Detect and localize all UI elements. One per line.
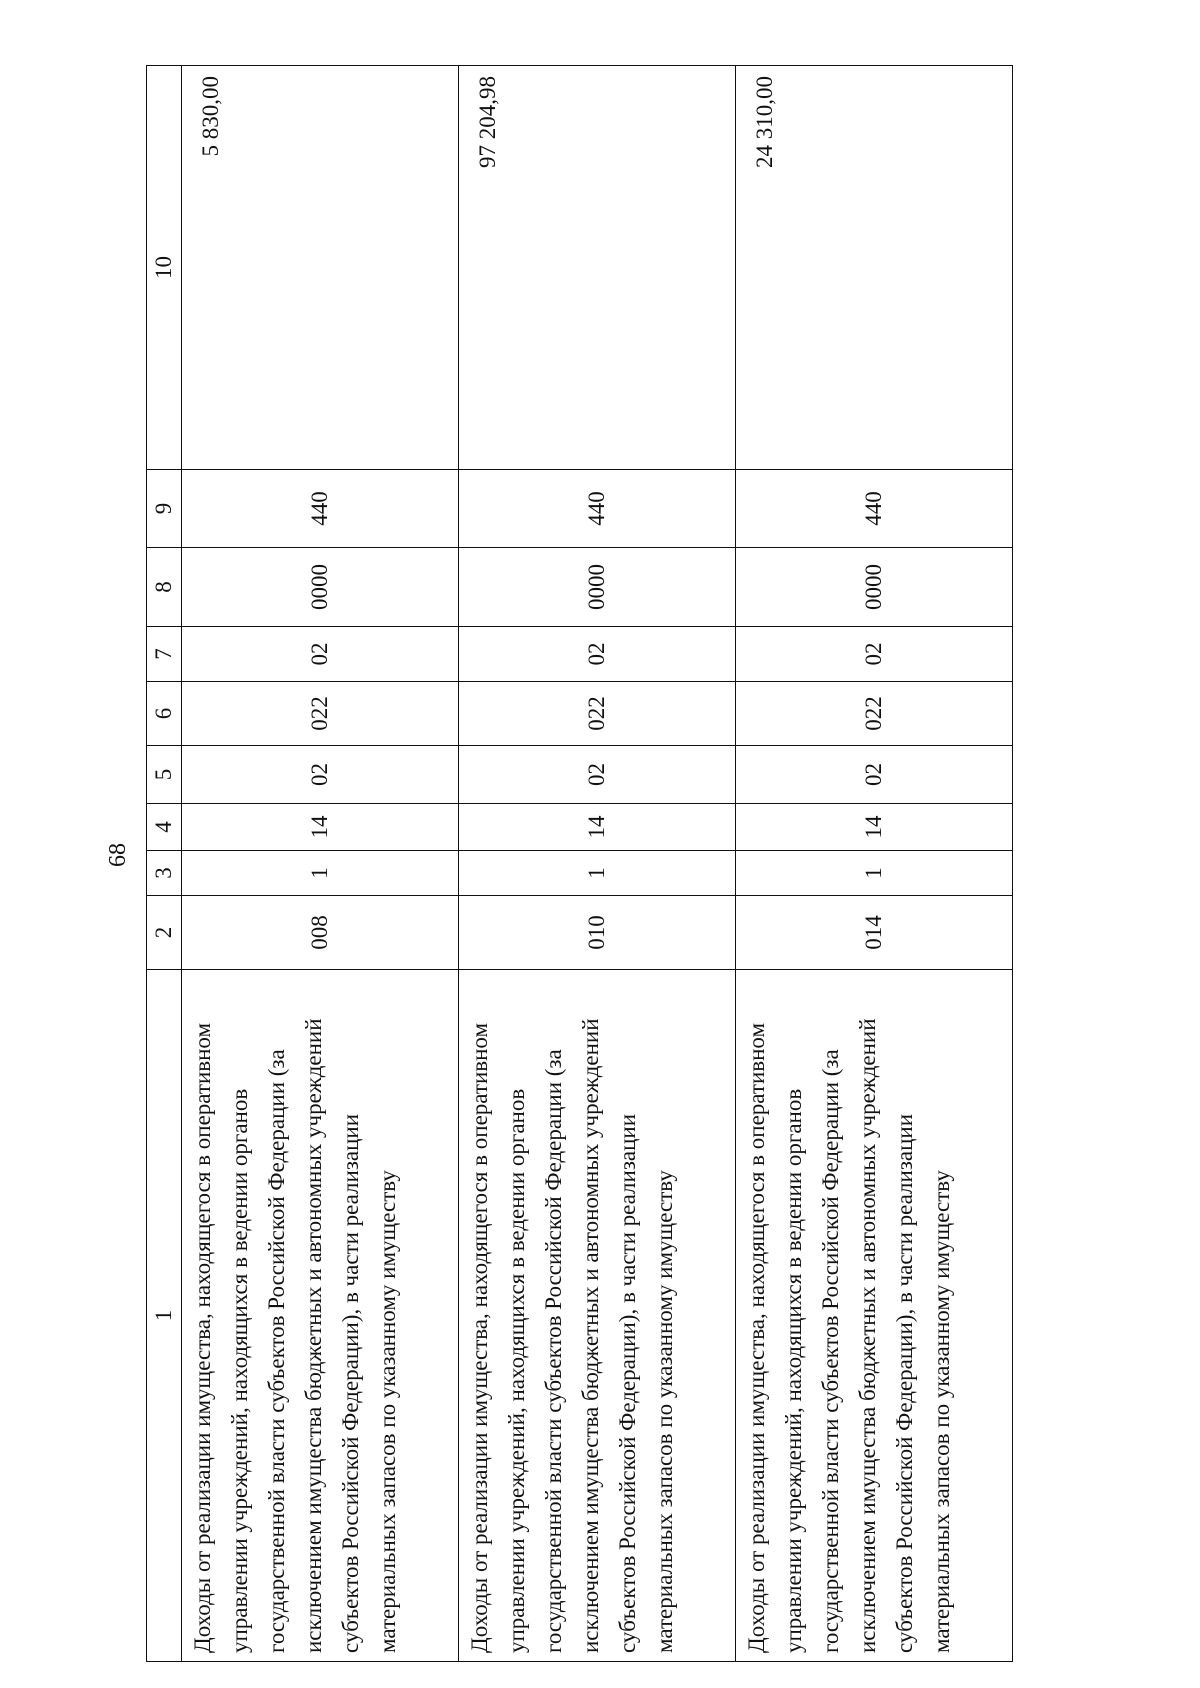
cell-col-7: 02	[459, 627, 736, 682]
cell-col-8: 0000	[182, 548, 459, 627]
cell-col-8: 0000	[736, 548, 1013, 627]
header-col-9: 9	[147, 470, 182, 548]
header-col-8: 8	[147, 548, 182, 627]
cell-col-7: 02	[736, 627, 1013, 682]
cell-col-9: 440	[459, 470, 736, 548]
table-row	[459, 66, 736, 1662]
row-description: Доходы от реализации имущества, находящегося в оперативном управлении учреждений, находящихся в ведении органов государственной власти субъектов Российской Федерации (за исключением имущества бюджетных и автономных учреждений субъектов Российской Федерации), в части реализации материальных запасов по указанному имуществу	[736, 970, 1013, 1662]
page-number: 68	[105, 843, 131, 867]
cell-col-4: 14	[182, 804, 459, 851]
cell-col-3: 1	[459, 851, 736, 896]
header-col-7: 7	[147, 627, 182, 682]
revenue-table	[146, 65, 1013, 1662]
cell-col-9: 440	[736, 470, 1013, 548]
header-col-6: 6	[147, 682, 182, 746]
cell-col-4: 14	[459, 804, 736, 851]
cell-col-2: 008	[182, 896, 459, 970]
cell-col-5: 02	[182, 746, 459, 804]
header-col-4: 4	[147, 804, 182, 851]
row-description: Доходы от реализации имущества, находящегося в оперативном управлении учреждений, находящихся в ведении органов государственной власти субъектов Российской Федерации (за исключением имущества бюджетных и автономных учреждений субъектов Российской Федерации), в части реализации материальных запасов по указанному имуществу	[459, 970, 736, 1662]
header-col-5: 5	[147, 746, 182, 804]
cell-col-2: 014	[736, 896, 1013, 970]
header-col-2: 2	[147, 896, 182, 970]
cell-col-5: 02	[459, 746, 736, 804]
cell-col-9: 440	[182, 470, 459, 548]
cell-col-6: 022	[182, 682, 459, 746]
row-description: Доходы от реализации имущества, находящегося в оперативном управлении учреждений, находящихся в ведении органов государственной власти субъектов Российской Федерации (за исключением имущества бюджетных и автономных учреждений субъектов Российской Федерации), в части реализации материальных запасов по указанному имуществу	[182, 970, 459, 1662]
cell-col-6: 022	[736, 682, 1013, 746]
cell-col-5: 02	[736, 746, 1013, 804]
cell-col-3: 1	[182, 851, 459, 896]
header-col-10: 10	[147, 66, 182, 470]
cell-col-6: 022	[459, 682, 736, 746]
revenue-table-container	[146, 66, 964, 1662]
cell-col-7: 02	[182, 627, 459, 682]
cell-col-3: 1	[736, 851, 1013, 896]
cell-col-2: 010	[459, 896, 736, 970]
header-row	[147, 66, 182, 1662]
row-amount: 24 310,00	[736, 66, 1013, 470]
row-amount: 5 830,00	[182, 66, 459, 470]
table-row	[736, 66, 1013, 1662]
header-col-3: 3	[147, 851, 182, 896]
cell-col-4: 14	[736, 804, 1013, 851]
row-amount: 97 204,98	[459, 66, 736, 470]
cell-col-8: 0000	[459, 548, 736, 627]
header-col-1: 1	[147, 970, 182, 1662]
table-row	[182, 66, 459, 1662]
